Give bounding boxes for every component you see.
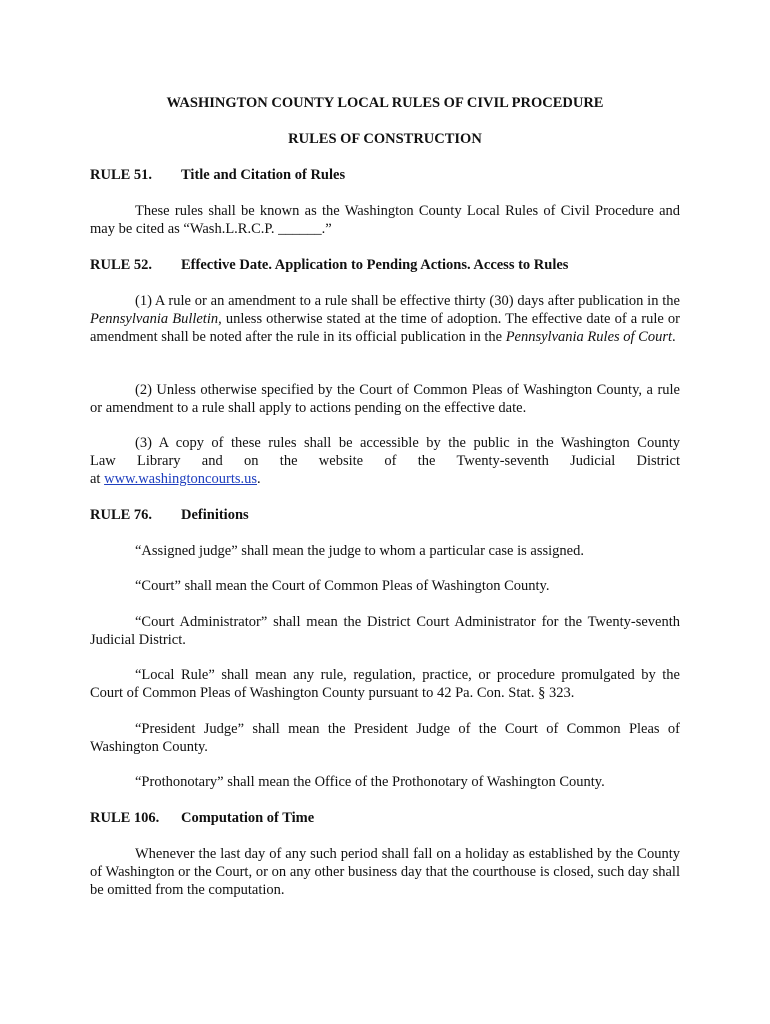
- rule-52-p1-text-c: , unless otherwise stated at the time of adoption. The effective date of a rule or amendment shall be noted after the rule in its official publication in the: [90, 311, 680, 345]
- definition-prothonotary: “Prothonotary” shall mean the Office of the Prothonotary of Washington County.: [135, 774, 605, 790]
- rule-106-text: Whenever the last day of any such period shall fall on a holiday as established by the County of Washington or the Court, or on any other business day that the courthouse is closed, such day shall be omitted from the computation.: [90, 846, 680, 898]
- rule-52-p3-line-1: (3) A copy of these rules shall be accessible by the public in the Washington County: [135, 435, 680, 451]
- document-subtitle: RULES OF CONSTRUCTION: [288, 131, 482, 147]
- rule-52-paragraph-3: [90, 434, 680, 488]
- definition-local-rule: “Local Rule” shall mean any rule, regulation, practice, or procedure promulgated by the Court of Common Pleas of Washington County pursuant to 42 Pa. Con. Stat. § 323.: [90, 667, 680, 701]
- definition-president-judge: “President Judge” shall mean the President Judge of the Court of Common Pleas of Washington County.: [90, 721, 680, 755]
- rule-52-p3-line-3: [90, 470, 680, 488]
- rule-52-number: RULE 52.: [90, 257, 153, 273]
- rule-52-paragraph-2: (2) Unless otherwise specified by the Court of Common Pleas of Washington County, a rule or amendment to a rule shall apply to actions pending on the effective date.: [90, 382, 680, 416]
- rule-52-heading: [90, 256, 680, 274]
- definition-court: “Court” shall mean the Court of Common Pleas of Washington County.: [135, 578, 550, 594]
- rule-106-heading: [90, 809, 680, 827]
- rule-52-p3-line-2: Law Library and on the website of the Twenty-seventh Judicial District: [90, 453, 680, 469]
- washington-courts-link[interactable]: www.washingtoncourts.us: [104, 471, 258, 487]
- rule-52-p1-italic-rules-of-court: Pennsylvania Rules of Court: [505, 329, 673, 345]
- rule-51-title: Title and Citation of Rules: [181, 167, 346, 183]
- rule-76-number: RULE 76.: [90, 507, 153, 523]
- definition-court-administrator: “Court Administrator” shall mean the District Court Administrator for the Twenty-seventh Judicial District.: [90, 614, 680, 648]
- rule-76-title: Definitions: [181, 507, 249, 523]
- rule-52-p3-end: .: [257, 471, 261, 487]
- rule-51-text: These rules shall be known as the Washington County Local Rules of Civil Procedure and may be cited as “Wash.L.R.C.P. ______.”: [90, 203, 680, 237]
- rule-106-number: RULE 106.: [90, 810, 160, 826]
- rule-52-title: Effective Date. Application to Pending Actions. Access to Rules: [181, 257, 569, 273]
- definition-assigned-judge: “Assigned judge” shall mean the judge to whom a particular case is assigned.: [135, 543, 584, 559]
- rule-51-heading: [90, 166, 680, 184]
- rule-106-title: Computation of Time: [181, 810, 315, 826]
- rule-51-number: RULE 51.: [90, 167, 153, 183]
- rule-52-p1-text-e: .: [672, 329, 676, 345]
- rule-52-p3-at: at: [90, 471, 105, 487]
- document-title: WASHINGTON COUNTY LOCAL RULES OF CIVIL PROCEDURE: [166, 95, 604, 111]
- rule-76-heading: [90, 506, 680, 524]
- rule-52-p1-text-a: (1) A rule or an amendment to a rule shall be effective thirty (30) days after publication in the: [135, 293, 680, 309]
- rule-52-paragraph-1: [90, 292, 680, 346]
- rule-52-p1-italic-bulletin: Pennsylvania Bulletin: [90, 311, 219, 327]
